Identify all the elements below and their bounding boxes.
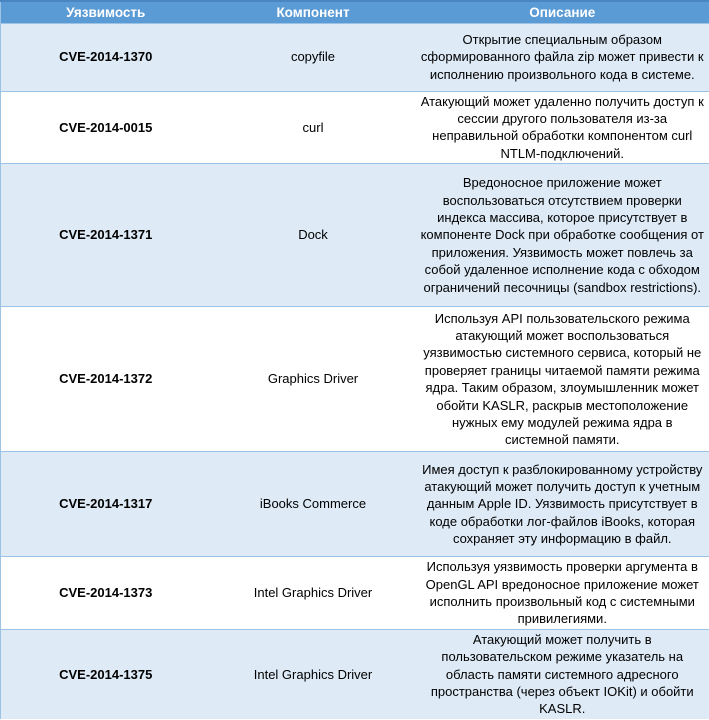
cve-id-cell: CVE-2014-1317	[59, 496, 153, 512]
description-cell: Используя уязвимость проверки аргумента в OpenGL API вредоносное приложение может исполнить произвольный код с системными привилегиями.	[425, 559, 699, 627]
cve-id-cell: CVE-2014-0015	[59, 119, 153, 135]
component-cell: Intel Graphics Driver	[253, 666, 373, 682]
description-cell: Имея доступ к разблокированному устройству атакующий может получить доступ к учетным данным Apple ID. Уязвимость присутствует в коде обработки лог-файлов iBooks, которая сохраняет эту информацию в файл.	[422, 461, 703, 547]
vulnerability-table-body	[1, 23, 709, 719]
component-cell: iBooks Commerce	[259, 496, 367, 512]
column-header-vulnerability: Уязвимость	[1, 1, 211, 23]
cve-id-cell: CVE-2014-1373	[59, 585, 153, 601]
table-row	[1, 23, 709, 91]
table-row	[1, 307, 709, 452]
description-cell: Вредоносное приложение может воспользоваться отсутствием проверки индекса массива, которое присутствует в компоненте Dock при обработке сообщения от приложения. Уязвимость может повлечь за собой удаленное исполнение кода с обходом ограничений песочницы (sandbox restrictions).	[420, 175, 704, 295]
cve-id-cell: CVE-2014-1370	[59, 49, 153, 65]
component-cell: Graphics Driver	[267, 371, 359, 387]
cve-id-cell: CVE-2014-1375	[59, 666, 153, 682]
column-header-description: Описание	[416, 1, 709, 23]
table-row	[1, 629, 709, 719]
component-cell: copyfile	[290, 49, 336, 65]
column-header-component: Компонент	[211, 1, 416, 23]
header-row	[1, 1, 709, 23]
description-cell: Атакующий может удаленно получить доступ к сессии другого пользователя из-за неправильной обработки компонентом curl NTLM-подключений.	[420, 93, 704, 161]
cve-id-cell: CVE-2014-1371	[59, 227, 153, 243]
description-cell: Атакующий может получить в пользовательском режиме указатель на область памяти системного адресного пространства (через объект IOKit) и обойти KASLR.	[430, 631, 694, 717]
table-row	[1, 164, 709, 307]
cve-id-cell: CVE-2014-1372	[59, 371, 153, 387]
table-row	[1, 557, 709, 630]
description-cell: Открытие специальным образом сформированного файла zip может привести к исполнению произвольного кода в системе.	[420, 31, 704, 82]
table-row	[1, 91, 709, 164]
component-cell: Dock	[298, 227, 328, 243]
description-cell: Используя API пользовательского режима атакующий может воспользоваться уязвимостью системного сервиса, который не проверяет границы читаемой памяти режима ядра. Таким образом, злоумышленник может обойти KASLR, раскрыв местоположение нужных ему модулей режима ядра в системной памяти.	[423, 310, 702, 448]
component-cell: Intel Graphics Driver	[253, 585, 373, 601]
table-row	[1, 452, 709, 557]
table-header	[1, 1, 709, 23]
component-cell: curl	[302, 119, 324, 135]
